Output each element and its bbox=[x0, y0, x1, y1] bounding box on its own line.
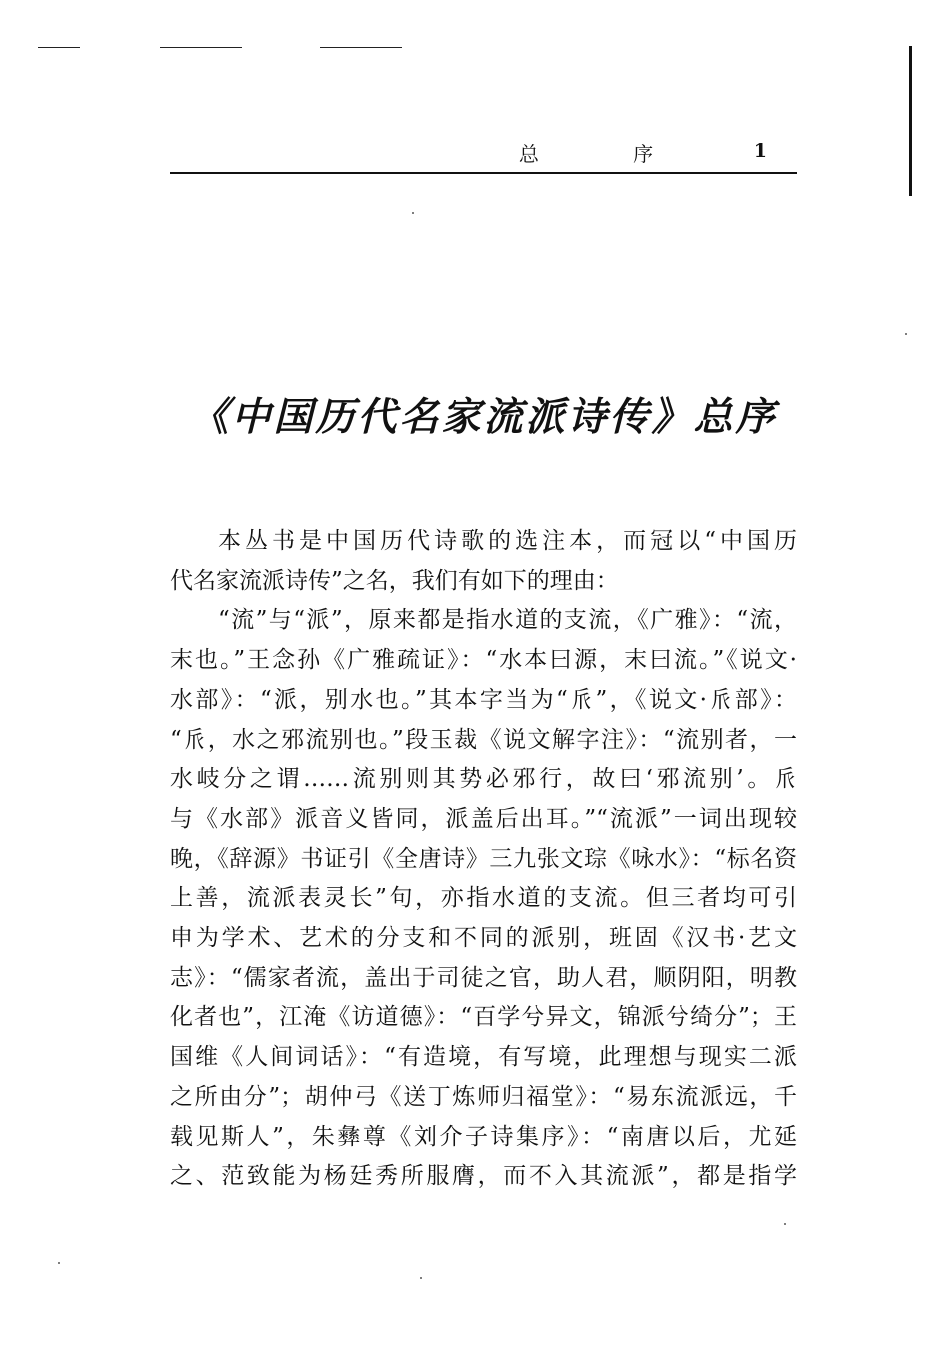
text-line: 代名家流派诗传”之名，我们有如下的理由： bbox=[170, 567, 619, 594]
text-line: 本丛书是中国历代诗歌的选注本，而冠以“中国历 bbox=[218, 528, 797, 554]
text-line: 上善，流派表灵长”句，亦指水道的支流。但三者均可引 bbox=[170, 885, 797, 912]
scan-edge-bar bbox=[909, 46, 912, 196]
text-line: 与《水部》派音义皆同，派盖后出耳。”“流派”一词出现较 bbox=[170, 805, 797, 832]
text-line: 载见斯人”，朱彝尊《刘介子诗集序》：“南唐以后，尤延 bbox=[170, 1123, 797, 1150]
scan-mark-2 bbox=[160, 47, 242, 48]
running-head bbox=[170, 138, 797, 174]
scan-mark-1 bbox=[38, 47, 80, 48]
running-head-title: 总 序 bbox=[518, 142, 698, 166]
text-line: 志》：“儒家者流，盖出于司徒之官，助人君，顺阴阳，明教 bbox=[170, 964, 797, 991]
text-line: “流”与“派”，原来都是指水道的支流，《广雅》：“流， bbox=[218, 607, 797, 634]
page-title: 《中国历代名家流派诗传》总序 bbox=[189, 394, 778, 440]
page-number: 1 bbox=[753, 140, 767, 162]
text-line: 化者也”，江淹《访道德》：“百学兮异文，锦派兮绮分”；王 bbox=[170, 1004, 797, 1031]
text-line: 水岐分之谓……流别则其势必邪行，故曰‘邪流别’。𠂢 bbox=[170, 766, 797, 793]
text-line: 之、范致能为杨廷秀所服膺，而不入其流派”，都是指学 bbox=[170, 1163, 797, 1190]
text-line: 晚，《辞源》书证引《全唐诗》三九张文琮《咏水》：“标名资 bbox=[170, 845, 797, 872]
text-line: “𠂢，水之邪流别也。”段玉裁《说文解字注》：“流别者，一 bbox=[170, 726, 797, 753]
scan-speck bbox=[412, 212, 414, 214]
text-line: 水部》：“派，别水也。”其本字当为“𠂢”，《说文·𠂢部》： bbox=[170, 686, 797, 713]
text-line: 末也。”王念孙《广雅疏证》：“水本曰源，末曰流。”《说文· bbox=[170, 647, 797, 674]
body-paragraphs bbox=[170, 522, 797, 1197]
text-line: 申为学术、艺术的分支和不同的派别，班固《汉书·艺文 bbox=[170, 925, 797, 952]
scan-speck bbox=[420, 1277, 422, 1279]
scan-speck bbox=[784, 1223, 786, 1225]
scan-mark-3 bbox=[320, 47, 402, 48]
text-line: 国维《人间词话》：“有造境，有写境，此理想与现实二派 bbox=[170, 1044, 797, 1071]
scan-speck bbox=[58, 1262, 60, 1264]
scan-speck bbox=[905, 333, 907, 335]
text-line: 之所由分”；胡仲弓《送丁炼师归福堂》：“易东流派远，千 bbox=[170, 1083, 797, 1110]
